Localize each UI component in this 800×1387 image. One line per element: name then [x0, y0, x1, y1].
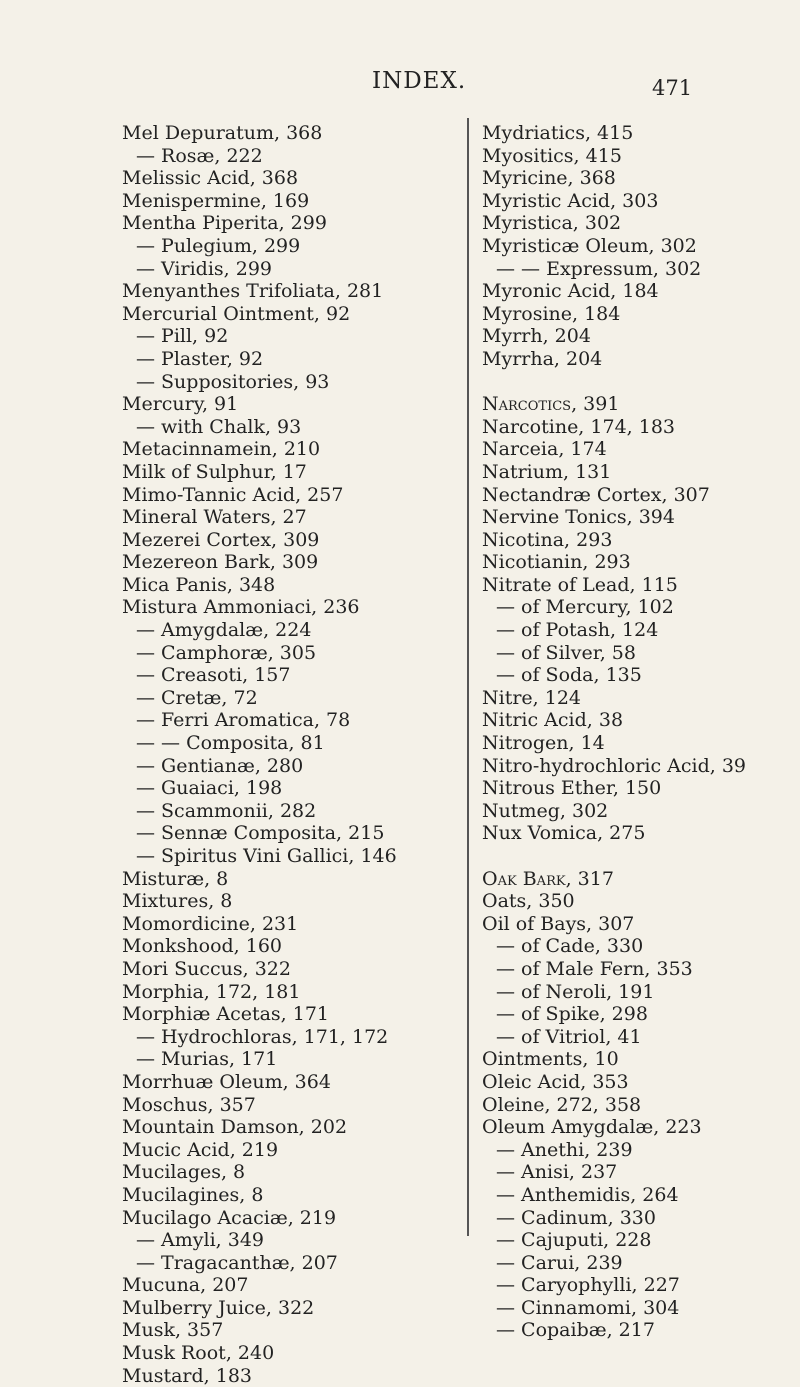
index-entry: Myristicæ Oleum, 302	[482, 234, 697, 257]
index-entry: Myrrha, 204	[482, 347, 603, 370]
index-entry: Myristic Acid, 303	[482, 189, 659, 212]
index-entry: Mucilago Acaciæ, 219	[122, 1206, 337, 1229]
index-subentry: — Plaster, 92	[136, 347, 264, 370]
index-entry: Oleic Acid, 353	[482, 1070, 629, 1093]
index-entry: Oats, 350	[482, 890, 575, 913]
index-entry: Melissic Acid, 368	[122, 167, 299, 190]
index-subentry: — Guaiaci, 198	[136, 777, 283, 800]
index-subentry: — Gentianæ, 280	[136, 754, 304, 777]
index-subentry: — of Silver, 58	[496, 641, 636, 664]
index-subentry: — Carui, 239	[496, 1251, 623, 1274]
index-column-right	[482, 122, 800, 1342]
index-entry: Nectandræ Cortex, 307	[482, 483, 710, 506]
index-entry: Mezereon Bark, 309	[122, 551, 319, 574]
index-entry: Mucuna, 207	[122, 1274, 249, 1297]
index-entry: Milk of Sulphur, 17	[122, 460, 307, 483]
index-subentry: — Cadinum, 330	[496, 1206, 656, 1229]
index-entry: Morphiæ Acetas, 171	[122, 1003, 330, 1026]
index-subentry: — Spiritus Vini Gallici, 146	[136, 845, 397, 867]
index-entry: Myrosine, 184	[482, 302, 621, 325]
index-subentry: — Anethi, 239	[496, 1138, 633, 1161]
index-entry: Nervine Tonics, 394	[482, 506, 675, 529]
index-subentry: — — Expressum, 302	[496, 257, 702, 280]
index-subentry: — Camphoræ, 305	[136, 641, 317, 664]
page-title: INDEX.	[372, 68, 467, 94]
index-entry: Nitre, 124	[482, 686, 582, 709]
index-subentry: — Suppositories, 93	[136, 370, 330, 393]
index-subentry: — Anthemidis, 264	[496, 1183, 679, 1206]
index-entry: Nux Vomica, 275	[482, 822, 646, 845]
index-subentry: — of Cade, 330	[496, 935, 644, 958]
index-subentry: — Pill, 92	[136, 325, 229, 348]
index-entry: Oleine, 272, 358	[482, 1093, 642, 1116]
column-divider	[467, 118, 469, 1236]
index-entry: Mel Depuratum, 368	[122, 122, 323, 144]
index-entry: Myrrh, 204	[482, 325, 591, 348]
index-entry: Mucilagines, 8	[122, 1183, 264, 1206]
index-entry: Monkshood, 160	[122, 935, 283, 958]
index-entry: Myricine, 368	[482, 167, 616, 190]
index-entry: Nitrous Ether, 150	[482, 777, 662, 800]
index-entry: Natrium, 131	[482, 460, 612, 483]
page-header	[0, 68, 800, 102]
index-entry: Narcotics, 391	[482, 393, 620, 416]
index-entry: Musk, 357	[122, 1319, 224, 1342]
index-entry: Metacinnamein, 210	[122, 438, 321, 461]
index-column-left	[122, 122, 462, 1387]
index-subentry: — with Chalk, 93	[136, 415, 302, 438]
index-subentry: — of Spike, 298	[496, 1003, 648, 1026]
index-entry: Mucic Acid, 219	[122, 1138, 279, 1161]
index-entry: Nitrogen, 14	[482, 732, 605, 755]
index-entry: Mica Panis, 348	[122, 573, 276, 596]
index-entry: Nitric Acid, 38	[482, 709, 624, 732]
index-entry: Mulberry Juice, 322	[122, 1296, 315, 1319]
index-subentry: — Viridis, 299	[136, 257, 272, 280]
index-entry: Oleum Amygdalæ, 223	[482, 1116, 702, 1139]
index-entry: Nitro-hydrochloric Acid, 39	[482, 754, 747, 777]
index-subentry: — of Male Fern, 353	[496, 957, 693, 980]
index-subentry: — Creasoti, 157	[136, 664, 291, 687]
index-subentry: — Amygdalæ, 224	[136, 619, 312, 642]
index-entry: Mezerei Cortex, 309	[122, 528, 320, 551]
index-subentry: — Sennæ Composita, 215	[136, 822, 385, 845]
index-entry: Nitrate of Lead, 115	[482, 573, 678, 596]
index-entry: Menyanthes Trifoliata, 281	[122, 280, 384, 303]
index-entry: Narceia, 174	[482, 438, 607, 461]
index-entry: Mineral Waters, 27	[122, 506, 307, 529]
index-entry: Mustard, 183	[122, 1364, 252, 1387]
index-entry: Mentha Piperita, 299	[122, 212, 327, 235]
index-entry: Mori Succus, 322	[122, 957, 291, 980]
index-entry: Myronic Acid, 184	[482, 280, 659, 303]
index-subentry: — of Soda, 135	[496, 664, 642, 687]
index-subentry: — of Potash, 124	[496, 619, 659, 642]
index-entry: Mydriatics, 415	[482, 122, 634, 144]
index-subentry: — of Neroli, 191	[496, 980, 655, 1003]
index-subentry: — Scammonii, 282	[136, 799, 317, 822]
index-entry: Misturæ, 8	[122, 867, 229, 890]
index-subentry: — Anisi, 237	[496, 1161, 618, 1184]
index-entry: Mercurial Ointment, 92	[122, 302, 351, 325]
index-entry: Momordicine, 231	[122, 912, 299, 935]
index-entry: Nicotianin, 293	[482, 551, 631, 574]
index-entry: Oil of Bays, 307	[482, 912, 635, 935]
index-entry: Morrhuæ Oleum, 364	[122, 1070, 331, 1093]
index-subentry: — Cajuputi, 228	[496, 1229, 652, 1252]
index-subentry: — Cretæ, 72	[136, 686, 258, 709]
index-subentry: — Tragacanthæ, 207	[136, 1251, 338, 1274]
index-entry: Myristica, 302	[482, 212, 622, 235]
index-subentry: — Rosæ, 222	[136, 144, 263, 167]
index-entry: Narcotine, 174, 183	[482, 415, 675, 438]
index-subentry: — Caryophylli, 227	[496, 1274, 680, 1297]
index-subentry: — Copaibæ, 217	[496, 1319, 655, 1342]
index-entry: Nicotina, 293	[482, 528, 613, 551]
index-subentry: — of Mercury, 102	[496, 596, 674, 619]
index-subentry: — Pulegium, 299	[136, 234, 301, 257]
index-entry: Musk Root, 240	[122, 1342, 275, 1365]
index-subentry: — Amyli, 349	[136, 1229, 265, 1252]
index-entry: Mimo-Tannic Acid, 257	[122, 483, 344, 506]
index-entry: Oak Bark, 317	[482, 867, 614, 890]
index-entry: Moschus, 357	[122, 1093, 256, 1116]
index-entry: Nutmeg, 302	[482, 799, 609, 822]
index-subentry: — Cinnamomi, 304	[496, 1296, 680, 1319]
index-subentry: — Hydrochloras, 171, 172	[136, 1025, 389, 1048]
index-entry: Mucilages, 8	[122, 1161, 246, 1184]
index-entry: Mistura Ammoniaci, 236	[122, 596, 360, 619]
index-entry: Mountain Damson, 202	[122, 1116, 348, 1139]
index-entry: Mercury, 91	[122, 393, 239, 416]
index-entry: Myositics, 415	[482, 144, 622, 167]
index-entry: Morphia, 172, 181	[122, 980, 301, 1003]
index-entry: Menispermine, 169	[122, 189, 310, 212]
index-subentry: — — Composita, 81	[136, 732, 325, 755]
index-entry: Ointments, 10	[482, 1048, 619, 1071]
index-entry: Mixtures, 8	[122, 890, 233, 913]
index-subentry: — of Vitriol, 41	[496, 1025, 642, 1048]
index-subentry: — Murias, 171	[136, 1048, 278, 1071]
index-subentry: — Ferri Aromatica, 78	[136, 709, 351, 732]
page-number: 471	[652, 76, 693, 100]
